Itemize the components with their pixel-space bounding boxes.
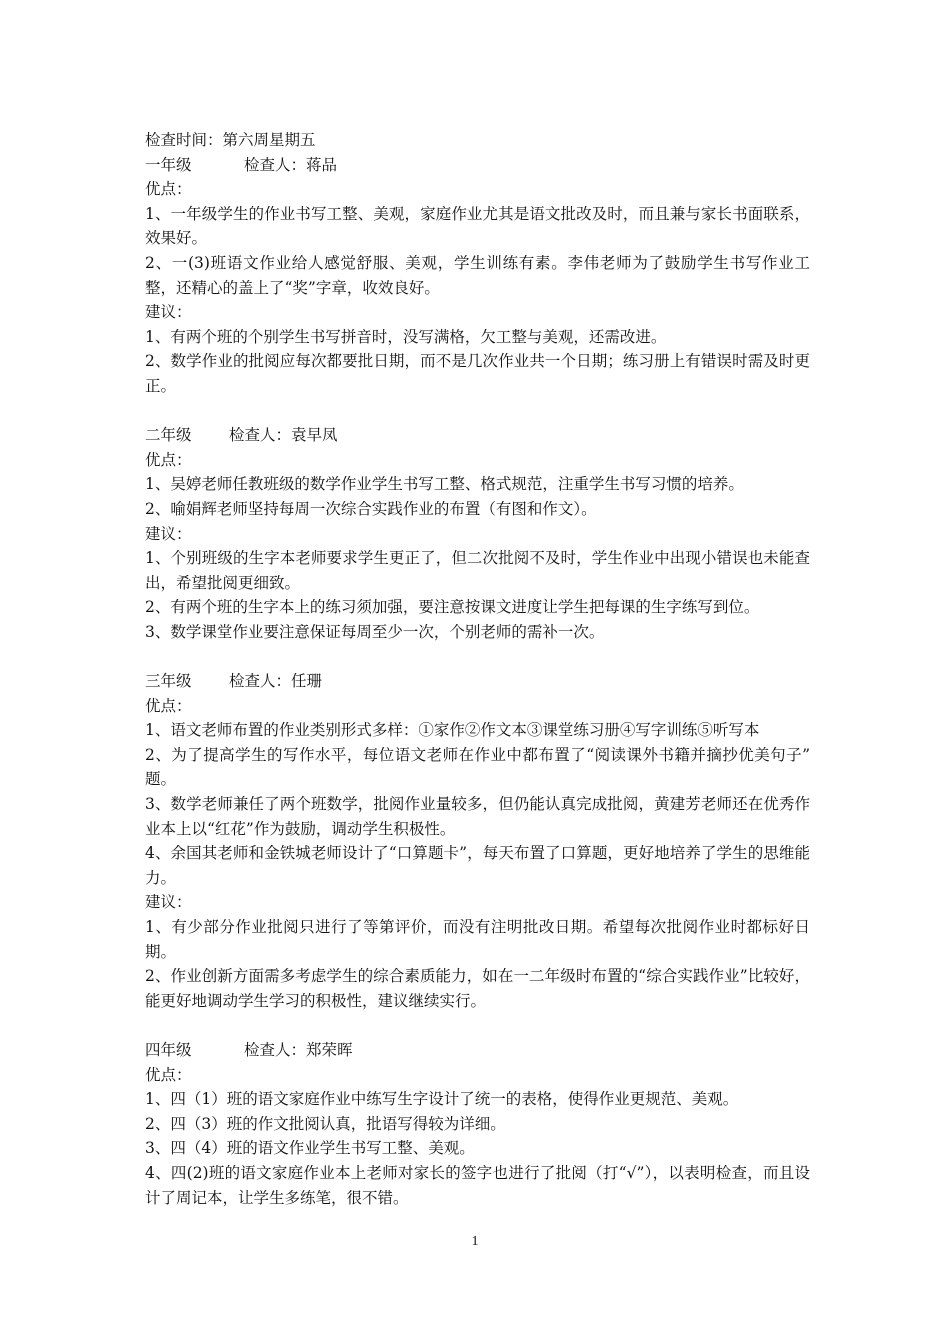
strength-item: 4、四(2)班的语文家庭作业本上老师对家长的签字也进行了批阅（打“√”），以表明检查，而且设计了周记本，让学生多练笔，很不错。 xyxy=(145,1163,810,1207)
strength-item: 1、语文老师布置的作业类别形式多样：①家作②作文本③课堂练习册④写字训练⑤听写本 xyxy=(145,721,760,740)
suggestion-item: 3、数学课堂作业要注意保证每周至少一次，个别老师的需补一次。 xyxy=(145,622,605,641)
suggestions-label: 建议： xyxy=(145,303,192,322)
grade-label: 三年级 xyxy=(145,672,192,691)
suggestion-item: 2、作业创新方面需多考虑学生的综合素质能力，如在一二年级时布置的“综合实践作业”比较好，能更好地调动学生学习的积极性，建议继续实行。 xyxy=(145,967,810,1010)
page-number: 1 xyxy=(471,1234,479,1249)
strengths-label: 优点： xyxy=(145,180,192,199)
strength-item: 3、四（4）班的语文作业学生书写工整、美观。 xyxy=(145,1139,475,1158)
inspector-label: 检查人：蒋品 xyxy=(244,155,338,174)
grade-label: 四年级 xyxy=(145,1040,192,1059)
strengths-label: 优点： xyxy=(145,1065,192,1084)
inspector-label: 检查人：郑荣晖 xyxy=(244,1040,353,1059)
section-header-grade2 xyxy=(145,423,810,448)
strengths-label: 优点： xyxy=(145,696,192,715)
section-spacer xyxy=(145,399,810,424)
strength-item: 2、喻娟辉老师坚持每周一次综合实践作业的布置（有图和作文）。 xyxy=(145,499,597,518)
grade-label: 二年级 xyxy=(145,426,192,445)
suggestions-label: 建议： xyxy=(145,524,192,543)
strength-item: 3、数学老师兼任了两个班数学，批阅作业量较多，但仍能认真完成批阅，黄建芳老师还在优秀作业本上以“红花”作为鼓励，调动学生积极性。 xyxy=(145,795,810,838)
strength-item: 1、吴婷老师任教班级的数学作业学生书写工整、格式规范，注重学生书写习惯的培养。 xyxy=(145,475,744,494)
strength-item: 1、四（1）班的语文家庭作业中练写生字设计了统一的表格，使得作业更规范、美观。 xyxy=(145,1090,739,1109)
strength-item: 2、为了提高学生的写作水平，每位语文老师在作业中都布置了“阅读课外书籍并摘抄优美句子” 题。 xyxy=(145,745,810,789)
strengths-label: 优点： xyxy=(145,450,192,469)
section-header-grade4 xyxy=(145,1038,810,1063)
inspector-label: 检查人：任珊 xyxy=(229,672,323,691)
section-spacer xyxy=(145,644,810,669)
suggestion-item: 2、数学作业的批阅应每次都要批日期，而不是几次作业共一个日期；练习册上有错误时需及时更正。 xyxy=(145,352,810,395)
suggestion-item: 2、有两个班的生字本上的练习须加强，要注意按课文进度让学生把每课的生字练写到位。 xyxy=(145,598,760,617)
suggestion-item: 1、有两个班的个别学生书写拼音时，没写满格，欠工整与美观，还需改进。 xyxy=(145,327,667,346)
section-header-grade1 xyxy=(145,153,810,178)
suggestions-label: 建议： xyxy=(145,893,192,912)
strength-item: 2、一(3)班语文作业给人感觉舒服、美观，学生训练有素。李伟老师为了鼓励学生书写作业工整，还精心的盖上了“奖”字章，收效良好。 xyxy=(145,253,810,297)
suggestion-item: 1、个别班级的生字本老师要求学生更正了，但二次批阅不及时，学生作业中出现小错误也未能查出，希望批阅更细致。 xyxy=(145,549,810,592)
grade-label: 一年级 xyxy=(145,155,192,174)
strength-item: 4、余国其老师和金铁城老师设计了“口算题卡”，每天布置了口算题，更好地培养了学生的思维能力。 xyxy=(145,844,810,887)
section-spacer xyxy=(145,1013,810,1038)
document-body xyxy=(145,128,810,1210)
inspector-label: 检查人：袁早凤 xyxy=(229,426,338,445)
section-header-grade3 xyxy=(145,669,810,694)
strength-item: 1、一年级学生的作业书写工整、美观，家庭作业尤其是语文批改及时，而且兼与家长书面联系，效果好。 xyxy=(145,204,810,248)
suggestion-item: 1、有少部分作业批阅只进行了等第评价，而没有注明批改日期。希望每次批阅作业时都标好日期。 xyxy=(145,918,810,961)
strength-item: 2、四（3）班的作文批阅认真，批语写得较为详细。 xyxy=(145,1114,506,1133)
check-time: 检查时间：第六周星期五 xyxy=(145,131,316,149)
